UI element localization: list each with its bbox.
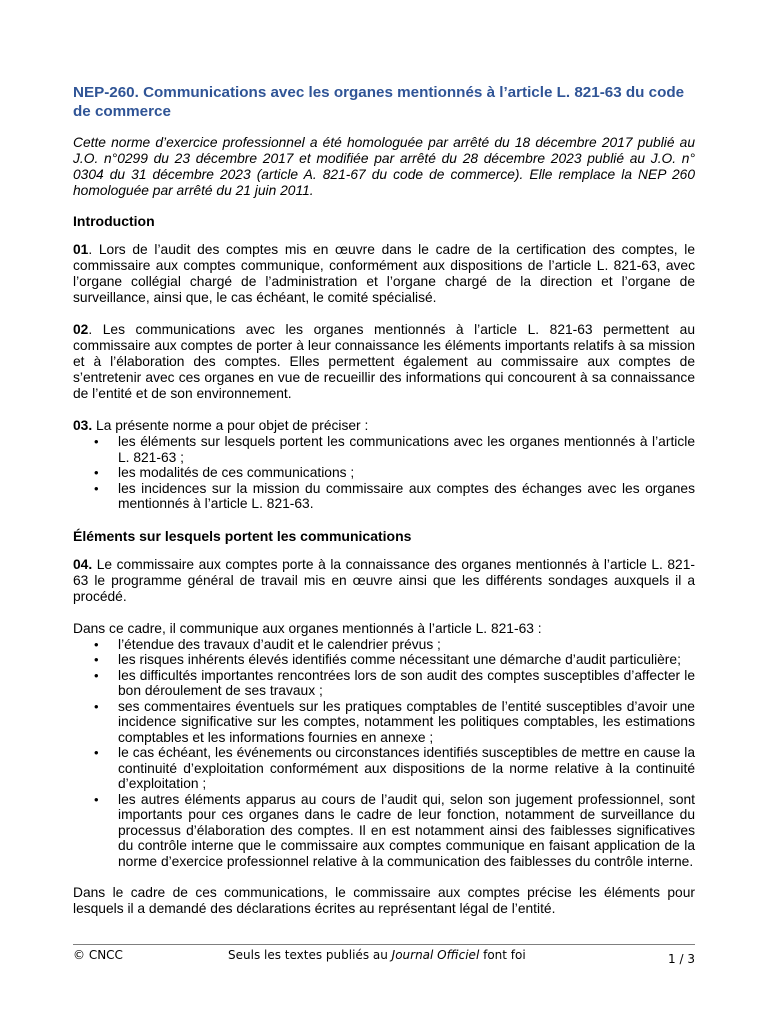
section-heading-introduction: Introduction <box>73 213 155 229</box>
footer-divider <box>73 944 695 945</box>
paragraph-04 <box>73 557 695 605</box>
closing-paragraph: Dans le cadre de ces communications, le commissaire aux comptes précise les éléments pour lesquels il a demandé des déclarations écrites au représentant légal de l’entité. <box>73 885 695 916</box>
document-page <box>73 83 695 933</box>
paragraph-number: 03. <box>73 418 93 433</box>
paragraph-02 <box>73 322 695 402</box>
paragraph-text: Le commissaire aux comptes porte à la connaissance des organes mentionnés à l’article L. 821-63 le programme général de travail mis en œuvre ainsi que les différents sondages auxquels il a procédé. <box>73 556 695 604</box>
list-item: • l’étendue des travaux d’audit et le calendrier prévus ; <box>73 637 695 653</box>
context-list <box>73 637 695 870</box>
paragraph-text: . Lors de l’audit des comptes mis en œuvre dans le cadre de la certification des comptes, le commissaire aux comptes communique, conformément aux dispositions de l’article L. 821-63, avec l’organe collégial chargé de l’administration et l’organe chargé de la direction et l’organe de surveillance, ainsi que, le cas échéant, le comité spécialisé. <box>73 242 695 305</box>
list-item: • les éléments sur lesquels portent les communications avec les organes mentionnés à l’article L. 821-63 ; <box>73 434 695 465</box>
list-item: • les autres éléments apparus au cours de l’audit qui, selon son jugement professionnel, sont importants pour ces organes dans le cadre de leur fonction, notamment de surveillance du processus d’élaboration des comptes. Il en est notamment ainsi des faiblesses significatives du contrôle interne que le commissaire aux comptes communique en faisant application de la norme d’exercice professionnel relative à la communication des faiblesses du contrôle interne. <box>73 792 695 870</box>
homologation-note: Cette norme d’exercice professionnel a été homologuée par arrêté du 18 décembre 2017 publié au J.O. n°0299 du 23 décembre 2017 et modifiée par arrêté du 28 décembre 2023 publié au J.O. n° 0304 du 31 décembre 2023 (article A. 821-67 du code de commerce). Elle remplace la NEP 260 homologuée par arrêté du 21 juin 2011. <box>73 135 695 198</box>
list-item: • les difficultés importantes rencontrées lors de son audit des comptes susceptibles d’affecter le bon déroulement de ses travaux ; <box>73 668 695 699</box>
document-title: NEP-260. Communications avec les organes mentionnés à l’article L. 821-63 du code de commerce <box>73 84 685 120</box>
section-heading-elements: Éléments sur lesquels portent les communications <box>73 527 412 544</box>
disclaimer-text-end: font foi <box>479 948 526 962</box>
footer-disclaimer <box>228 948 526 962</box>
paragraph-03 <box>73 418 695 434</box>
paragraph-number: 02 <box>73 322 89 337</box>
paragraph-number: 01 <box>73 242 89 257</box>
list-item: • le cas échéant, les événements ou circonstances identifiés susceptibles de mettre en cause la continuité d’exploitation conformément aux dispositions de la norme relative à la continuité d’exploitation ; <box>73 745 695 792</box>
list-item: • ses commentaires éventuels sur les pratiques comptables de l’entité susceptibles d’avoir une incidence significative sur les comptes, notamment les politiques comptables, les estimations comptables et les informations fournies en annexe ; <box>73 699 695 746</box>
page-footer <box>73 948 695 968</box>
paragraph-03-list <box>73 434 695 512</box>
footer-copyright: © CNCC <box>73 948 123 962</box>
paragraph-text: La présente norme a pour objet de préciser : <box>92 418 369 433</box>
context-paragraph: Dans ce cadre, il communique aux organes mentionnés à l’article L. 821-63 : <box>73 620 542 636</box>
disclaimer-text: Seuls les textes publiés au <box>228 948 392 962</box>
list-item: • les incidences sur la mission du commissaire aux comptes des échanges avec les organes mentionnés à l’article L. 821-63. <box>73 481 695 512</box>
paragraph-text: . Les communications avec les organes mentionnés à l’article L. 821-63 permettent au commissaire aux comptes de porter à leur connaissance les éléments importants relatifs à sa mission et à l’élaboration des comptes. Elles permettent également au commissaire aux comptes de s’entretenir avec ces organes en vue de recueillir des informations qui concourent à sa connaissance de l’entité et de son environnement. <box>73 322 695 401</box>
page-number: 1 / 3 <box>668 952 695 966</box>
list-item: • les risques inhérents élevés identifiés comme nécessitant une démarche d’audit particulière; <box>73 652 695 668</box>
disclaimer-journal: Journal Officiel <box>391 948 480 962</box>
paragraph-number: 04. <box>73 556 93 572</box>
paragraph-01 <box>73 242 695 306</box>
list-item: • les modalités de ces communications ; <box>73 465 695 481</box>
